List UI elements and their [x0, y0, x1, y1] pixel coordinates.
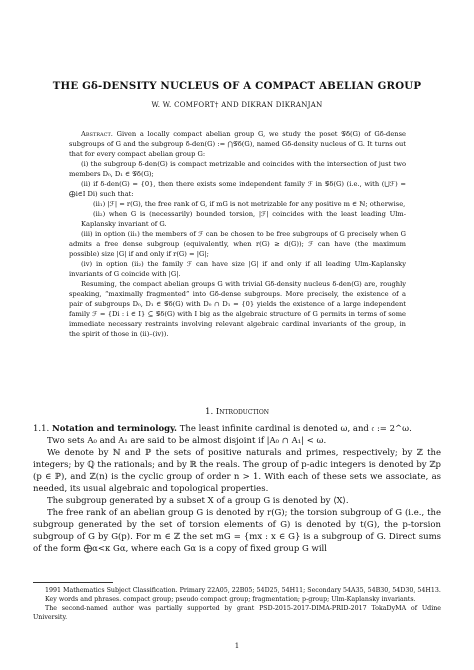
abstract-item-ii2: (ii₂) when G is (necessarily) bounded torsion, |ℱ| coincides with the least leading Ulm-Kaplansky invariant of G. [81, 210, 406, 228]
abstract [69, 129, 406, 339]
abstract-summary: Resuming, the compact abelian groups G with trivial Gδ-density nucleus δ-den(G) are, roughly speaking, “maximally fragmented” into Gδ-dense subgroups. More precisely, the existence of a pair of subgroups D₀, D₁ ∈ 𝒢δ(G) with D₀ ∩ D₁ = {0} yields the existence of a large independent family ℱ = {Di : i ∈ I} ⊆ 𝒢δ(G) with I big as the algebraic structure of G permits in terms of some immediate necessary restraints involving relevant algebraic cardinal invariants of the group, in the spirit of those in (ii)–(iv)). [69, 280, 406, 338]
abstract-item-ii: (ii) if δ-den(G) = {0}, then there exists some independent family ℱ in 𝒢δ(G) (i.e., with (⋃ℱ) = ⨁i∈I Di) such that: [69, 180, 406, 198]
footnote-rule [33, 582, 113, 583]
paper-title: THE Gδ-DENSITY NUCLEUS OF A COMPACT ABELIAN GROUP [52, 80, 422, 92]
footnote-msc: 1991 Mathematics Subject Classification. Primary 22A05, 22B05; 54D25, 54H11; Secondary 54A35, 54B30, 54D30, 54H13. [45, 587, 441, 594]
subsection-number: 1.1. [33, 424, 50, 434]
abstract-item-iii: (iii) in option (ii₁) the members of ℱ can be chosen to be free subgroups of G precisely when G admits a free dense subgroup (equivalently, when r(G) ≥ d(G)); ℱ can have (the maximum possible) size |G| if and only if r(G) = |G|; [69, 230, 406, 258]
footnote-keywords: Key words and phrases. compact group; pseudo compact group; fragmentation; p-group; Ulm-Kaplansky invariants. [45, 596, 416, 603]
body-paragraph: Two sets A₀ and A₁ are said to be almost disjoint if |A₀ ∩ A₁| < ω. [47, 436, 327, 446]
footnote-grant: The second-named author was partially supported by grant PSD-2015-2017-DIMA-PRID-2017 TokaDyMA of Udine University. [33, 605, 441, 621]
subsection-text: The least infinite cardinal is denoted ω, and 𝔠 := 2^ω. [179, 424, 412, 434]
body-paragraph: We denote by ℕ and ℙ the sets of positive naturals and primes, respectively; by ℤ the integers; by ℚ the rationals; and by ℝ the reals. The group of p-adic integers is denoted by ℤp (p ∈ ℙ), and ℤ(n) is the cyclic group of order n > 1. With each of these sets we associate, as needed, its usual algebraic and topological properties. [33, 448, 441, 494]
abstract-item-ii1: (ii₁) |ℱ| = r(G), the free rank of G, if mG is not metrizable for any positive m ∈ ℕ; otherwise, [93, 200, 406, 208]
abstract-label: Abstract. [81, 130, 113, 138]
body-text [33, 423, 441, 555]
body-paragraph: The free rank of an abelian group G is denoted by r(G); the torsion subgroup of G (i.e., the subgroup generated by the set of torsion elements of G) is denoted by t(G), the p-torsion subgroup of G by G(p). For m ∈ ℤ the set mG = {mx : x ∈ G} is a subgroup of G. Direct sums of the form ⨁α<κ Gα, where each Gα is a copy of fixed group G will [33, 508, 441, 554]
abstract-item-iv: (iv) in option (ii₂) the family ℱ can have size |G| if and only if all leading Ulm-Kaplansky invariants of G coincide with |G|. [69, 260, 406, 278]
paper-authors: W. W. COMFORT† AND DIKRAN DIKRANJAN [151, 101, 323, 109]
body-paragraph: The subgroup generated by a subset X of a group G is denoted by ⟨X⟩. [47, 496, 349, 506]
page-number: 1 [234, 642, 240, 650]
abstract-paragraph: Given a locally compact abelian group G, we study the poset 𝒢δ(G) of Gδ-dense subgroups of G and the subgroup δ-den(G) := ⋂𝒢δ(G), named Gδ-density nucleus of G. It turns out that for every compact abelian group G: [69, 130, 406, 158]
section-heading: 1. Introduction [204, 407, 269, 417]
subsection-title: Notation and terminology. [51, 424, 178, 434]
abstract-item-i: (i) the subgroup δ-den(G) is compact metrizable and coincides with the intersection of just two members D₀, D₁ ∈ 𝒢δ(G); [69, 160, 406, 178]
footnotes [33, 586, 441, 622]
